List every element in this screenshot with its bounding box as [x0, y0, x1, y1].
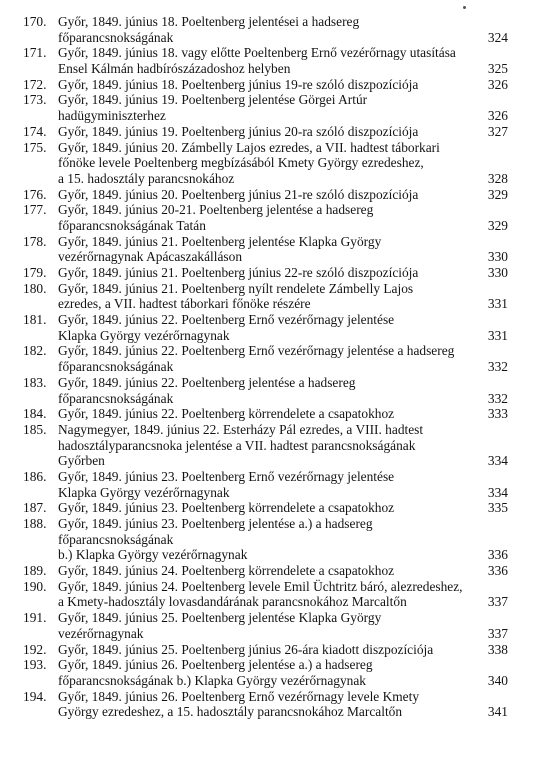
toc-entry-first-line — [23, 516, 508, 532]
toc-entry-page-number: 335 — [487, 500, 508, 516]
toc-entry-first-line — [23, 563, 508, 579]
toc-entry-page-number: 334 — [487, 484, 508, 500]
toc-entry-page-number: 329 — [487, 186, 508, 202]
toc-entry-continuation-line — [23, 171, 508, 187]
toc-entry-text: ezredes, a VII. hadtest táborkari főnöke részére — [58, 296, 311, 312]
toc-entry-number: 171. — [23, 45, 47, 61]
toc-entry-first-line — [23, 469, 508, 485]
toc-entry-first-line — [23, 579, 508, 595]
toc-entry-continuation-line — [23, 30, 508, 46]
toc-entry-first-line — [23, 92, 508, 108]
toc-entry-text: Győr, 1849. június 20. Poeltenberg június 21-re szóló diszpozíciója — [58, 186, 419, 202]
toc-entry-page-number: 329 — [487, 217, 508, 233]
toc-entry-text: Győr, 1849. június 21. Poeltenberg nyílt rendelete Zámbelly Lajos — [58, 280, 414, 296]
toc-entry-number: 189. — [23, 563, 47, 579]
toc-entry-first-line — [23, 124, 508, 140]
toc-entry-number: 183. — [23, 374, 47, 390]
toc-entry-text: főparancsnokságának — [58, 359, 174, 375]
toc-entry-text: Győr, 1849. június 26. Poeltenberg jelentése a.) a hadsereg — [58, 657, 373, 673]
toc-entry-text: főparancsnokságának b.) Klapka György vezérőrnagynak — [58, 672, 366, 688]
toc-entry-first-line — [23, 234, 508, 250]
toc-entry-page-number: 337 — [487, 594, 508, 610]
toc-entry — [23, 187, 508, 203]
toc-entry-first-line — [23, 500, 508, 516]
toc-entry-text: Klapka György vezérőrnagynak — [58, 484, 230, 500]
toc-entry-text: vezérőrnagynak — [58, 625, 144, 641]
table-of-contents — [23, 14, 508, 720]
toc-entry-text: Győr, 1849. június 18. Poeltenberg jelentései a hadsereg — [58, 14, 360, 29]
toc-entry-text: Győr, 1849. június 22. Poeltenberg körrendelete a csapatokhoz — [58, 406, 395, 422]
toc-entry-number: 194. — [23, 688, 47, 704]
toc-entry-continuation-line — [23, 673, 508, 689]
toc-entry-text: Győr, 1849. június 23. Poeltenberg jelentése a.) a hadsereg — [58, 516, 373, 531]
toc-entry — [23, 45, 508, 76]
toc-entry-page-number: 332 — [487, 359, 508, 375]
toc-entry-first-line — [23, 45, 508, 61]
toc-entry-continuation-line — [23, 108, 508, 124]
toc-entry-first-line — [23, 14, 508, 30]
toc-entry-text: Győr, 1849. június 24. Poeltenberg körrendelete a csapatokhoz — [58, 563, 395, 579]
toc-entry-continuation-line — [23, 155, 508, 171]
toc-entry-continuation-line — [23, 626, 508, 642]
toc-entry — [23, 14, 508, 45]
toc-entry-number: 173. — [23, 92, 47, 108]
toc-entry — [23, 563, 508, 579]
toc-entry-page-number: 327 — [487, 123, 508, 139]
toc-entry-text: Klapka György vezérőrnagynak — [58, 327, 230, 343]
toc-entry-page-number: 330 — [487, 265, 508, 280]
toc-entry-first-line — [23, 610, 508, 626]
toc-entry-continuation-line — [23, 438, 508, 454]
toc-entry — [23, 234, 508, 265]
toc-entry-number: 180. — [23, 280, 47, 296]
toc-entry-number: 170. — [23, 14, 47, 29]
toc-entry-text: Győr, 1849. június 23. Poeltenberg Ernő vezérőrnagy jelentése — [58, 468, 395, 484]
toc-entry-first-line — [23, 657, 508, 673]
toc-entry-number: 175. — [23, 139, 47, 155]
toc-entry — [23, 500, 508, 516]
toc-entry-text: Győr, 1849. június 22. Poeltenberg Ernő vezérőrnagy jelentése — [58, 312, 395, 328]
toc-entry-text: Győr, 1849. június 24. Poeltenberg levele Emil Üchtritz báró, alezredeshez, — [58, 578, 463, 594]
toc-entry-text: Győr, 1849. június 18. Poeltenberg június 19-re szóló diszpozíciója — [58, 76, 419, 92]
toc-entry-first-line — [23, 312, 508, 328]
toc-entry-continuation-line — [23, 328, 508, 344]
speck-mark — [463, 6, 466, 9]
toc-entry-first-line — [23, 187, 508, 203]
toc-entry-text: b.) Klapka György vezérőrnagynak — [58, 547, 248, 563]
toc-entry-text: Győr, 1849. június 22. Poeltenberg jelentése a hadsereg — [58, 374, 356, 390]
toc-entry-number: 191. — [23, 610, 47, 626]
toc-entry — [23, 265, 508, 281]
toc-entry-text: hadosztályparancsnoka jelentése a VII. hadtest parancsnokságának — [58, 437, 416, 453]
toc-entry-first-line — [23, 281, 508, 297]
toc-entry-page-number: 325 — [487, 61, 508, 77]
toc-entry-text: főparancsnokságának Tatán — [58, 217, 206, 233]
toc-entry-text: Győr, 1849. június 18. vagy előtte Poeltenberg Ernő vezérőrnagy utasítása — [58, 45, 456, 61]
toc-entry-text: a Kmety-hadosztály lovasdandárának parancsnokához Marcaltőn — [58, 594, 407, 610]
toc-entry-continuation-line — [23, 594, 508, 610]
toc-entry-text: Győr, 1849. június 25. Poeltenberg június 26-ára kiadott diszpozíciója — [58, 641, 434, 657]
toc-entry-continuation-line — [23, 296, 508, 312]
toc-entry-text: hadügyminiszterhez — [58, 108, 166, 124]
toc-entry-page-number: 330 — [487, 249, 508, 265]
toc-entry-number: 172. — [23, 76, 47, 92]
toc-entry — [23, 422, 508, 469]
toc-entry — [23, 202, 508, 233]
toc-entry-text: Győr, 1849. június 21. Poeltenberg június 22-re szóló diszpozíciója — [58, 265, 419, 280]
toc-entry-text: Nagymegyer, 1849. június 22. Esterházy Pál ezredes, a VIII. hadtest — [58, 421, 424, 437]
toc-entry-number: 177. — [23, 202, 47, 218]
toc-entry — [23, 312, 508, 343]
toc-entry — [23, 281, 508, 312]
toc-entry-first-line — [23, 375, 508, 391]
toc-entry-number: 187. — [23, 500, 47, 516]
toc-entry — [23, 516, 508, 563]
toc-entry-continuation-line — [23, 218, 508, 234]
toc-entry-text: György ezredeshez, a 15. hadosztály parancsnokához Marcaltőn — [58, 704, 403, 720]
toc-entry-first-line — [23, 140, 508, 156]
toc-entry — [23, 343, 508, 374]
toc-entry-page-number: 336 — [487, 547, 508, 563]
toc-entry — [23, 124, 508, 140]
toc-entry-continuation-line — [23, 532, 508, 548]
toc-entry-page-number: 332 — [487, 390, 508, 406]
toc-entry-continuation-line — [23, 453, 508, 469]
toc-entry-number: 184. — [23, 406, 47, 422]
toc-entry-continuation-line — [23, 61, 508, 77]
toc-entry — [23, 579, 508, 610]
toc-entry-page-number: 328 — [487, 170, 508, 186]
toc-entry-text: Ensel Kálmán hadbírószázadoshoz helyben — [58, 61, 291, 77]
toc-entry-text: főparancsnokságának — [58, 29, 174, 45]
toc-entry — [23, 406, 508, 422]
toc-entry-number: 176. — [23, 186, 47, 202]
toc-entry-page-number: 331 — [487, 296, 508, 312]
toc-entry-number: 188. — [23, 516, 47, 531]
toc-entry-number: 182. — [23, 343, 47, 359]
toc-entry-first-line — [23, 689, 508, 705]
toc-entry-continuation-line — [23, 485, 508, 501]
toc-entry-number: 174. — [23, 123, 47, 139]
toc-entry-number: 178. — [23, 233, 47, 249]
toc-entry-text: Győrben — [58, 453, 105, 469]
toc-entry-page-number: 326 — [487, 108, 508, 124]
toc-entry-text: Győr, 1849. június 20. Zámbelly Lajos ezredes, a VII. hadtest táborkari — [58, 139, 440, 155]
toc-entry-text: Győr, 1849. június 19. Poeltenberg jelentése Görgei Artúr — [58, 92, 368, 108]
toc-entry-number: 193. — [23, 657, 47, 673]
toc-entry-page-number: 331 — [487, 327, 508, 343]
toc-entry-first-line — [23, 642, 508, 658]
toc-entry-number: 192. — [23, 641, 47, 657]
toc-entry-text: Győr, 1849. június 21. Poeltenberg jelentése Klapka György — [58, 233, 382, 249]
toc-entry-text: főnöke levele Poeltenberg megbízásából Kmety György ezredeshez, — [58, 155, 424, 171]
toc-entry-text: Győr, 1849. június 25. Poeltenberg jelentése Klapka György — [58, 610, 382, 626]
toc-entry-page-number: 340 — [487, 672, 508, 688]
toc-entry-text: Győr, 1849. június 20-21. Poeltenberg jelentése a hadsereg — [58, 202, 374, 218]
toc-entry-first-line — [23, 406, 508, 422]
toc-entry-number: 179. — [23, 265, 47, 280]
toc-entry-page-number: 341 — [487, 704, 508, 720]
toc-entry-text: a 15. hadosztály parancsnokához — [58, 170, 235, 186]
toc-entry-text: Győr, 1849. június 26. Poeltenberg Ernő vezérőrnagy levele Kmety — [58, 688, 420, 704]
toc-entry-first-line — [23, 202, 508, 218]
toc-entry — [23, 642, 508, 658]
toc-entry-text: főparancsnokságának — [58, 390, 174, 406]
toc-entry-continuation-line — [23, 704, 508, 720]
toc-entry-first-line — [23, 77, 508, 93]
toc-entry — [23, 657, 508, 688]
toc-entry — [23, 375, 508, 406]
toc-entry-continuation-line — [23, 359, 508, 375]
toc-entry-page-number: 333 — [487, 406, 508, 422]
toc-entry — [23, 689, 508, 720]
toc-entry-page-number: 334 — [487, 453, 508, 469]
toc-entry-page-number: 337 — [487, 625, 508, 641]
toc-entry — [23, 140, 508, 187]
toc-entry — [23, 469, 508, 500]
toc-entry-text: Győr, 1849. június 19. Poeltenberg június 20-ra szóló diszpozíciója — [58, 123, 419, 139]
toc-entry — [23, 77, 508, 93]
toc-entry-continuation-line — [23, 391, 508, 407]
toc-entry-number: 186. — [23, 468, 47, 484]
toc-entry-continuation-line — [23, 547, 508, 563]
toc-entry — [23, 92, 508, 123]
toc-entry-first-line — [23, 422, 508, 438]
toc-entry-number: 190. — [23, 578, 47, 594]
toc-entry-page-number: 326 — [487, 76, 508, 92]
toc-entry-number: 185. — [23, 421, 47, 437]
toc-entry-text: Győr, 1849. június 22. Poeltenberg Ernő vezérőrnagy jelentése a hadsereg — [58, 343, 455, 359]
toc-entry-text: Győr, 1849. június 23. Poeltenberg körrendelete a csapatokhoz — [58, 500, 395, 516]
toc-entry-first-line — [23, 343, 508, 359]
toc-entry-number: 181. — [23, 312, 47, 328]
toc-entry — [23, 610, 508, 641]
toc-entry-text: főparancsnokságának — [58, 531, 174, 547]
toc-entry-first-line — [23, 265, 508, 281]
toc-entry-page-number: 338 — [487, 641, 508, 657]
toc-entry-page-number: 324 — [487, 29, 508, 45]
toc-entry-continuation-line — [23, 249, 508, 265]
toc-entry-text: vezérőrnagynak Apácaszakálláson — [58, 249, 243, 265]
toc-entry-page-number: 336 — [487, 563, 508, 579]
